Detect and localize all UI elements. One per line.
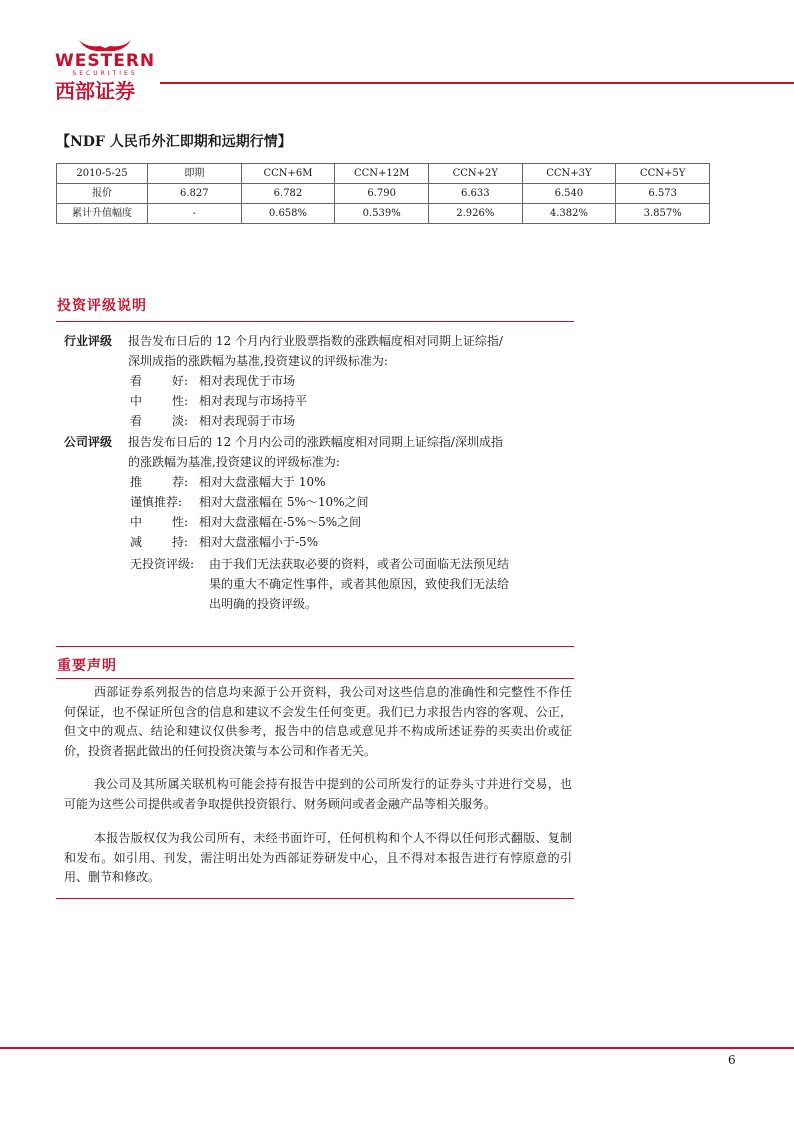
- rating-value: 相对表现与市场持平: [199, 394, 308, 408]
- company-rating-desc: 报告发布日后的 12 个月内公司的涨跌幅度相对同期上证综指/深圳成指: [128, 435, 503, 449]
- company-logo: [55, 38, 155, 102]
- table-cell: 3.857%: [616, 204, 710, 224]
- industry-rating-desc: 深圳成指的涨跌幅为基准,投资建议的评级标准为:: [128, 354, 388, 368]
- footer-divider: [0, 1047, 794, 1049]
- disclaimer-section-title: 重要声明: [57, 658, 117, 674]
- rating-key: 中: [130, 515, 143, 529]
- company-rating-label: 公司评级: [64, 435, 113, 449]
- rating-value: 相对大盘涨幅大于 10%: [199, 475, 326, 489]
- table-header-cell: CCN+5Y: [616, 164, 710, 184]
- table-header-cell: 即期: [148, 164, 242, 184]
- section-divider: [56, 646, 574, 647]
- company-rating-desc: 的涨跌幅为基准,投资建议的评级标准为:: [128, 455, 340, 469]
- header-divider: [160, 82, 794, 84]
- rating-section-title: 投资评级说明: [57, 298, 147, 314]
- rating-key: 性:: [172, 394, 189, 408]
- table-header-cell: 2010-5-25: [57, 164, 148, 184]
- table-cell: 累计升值幅度: [57, 204, 148, 224]
- table-cell: 0.658%: [241, 204, 335, 224]
- table-cell: -: [148, 204, 242, 224]
- table-cell: 6.782: [241, 184, 335, 204]
- disclaimer-paragraph: 西部证券系列报告的信息均来源于公开资料，我公司对这些信息的准确性和完整性不作任何保证，也不保证所包含的信息和建议不会发生任何变更。我们已力求报告内容的客观、公正，但文中的观点、结论和建议仅供参考，报告中的信息或意见并不构成所述证券的买卖出价或征价，投资者据此做出的任何投资决策与本公司和作者无关。: [64, 685, 572, 758]
- rating-value: 相对表现弱于市场: [199, 414, 296, 428]
- table-cell: 6.540: [522, 184, 616, 204]
- table-header-cell: CCN+3Y: [522, 164, 616, 184]
- rating-section-divider: [56, 321, 574, 322]
- no-rating-desc: 由于我们无法获取必要的资料，或者公司面临无法预见结: [209, 557, 510, 571]
- logo-subtitle: SECURITIES: [72, 70, 138, 77]
- disclaimer-paragraph: 本报告版权仅为我公司所有，未经书面许可，任何机构和个人不得以任何形式翻版、复制和发布。如引用、刊发，需注明出处为西部证券研发中心，且不得对本报告进行有悖原意的引用、删节和修改。: [64, 831, 572, 884]
- rating-value: 相对大盘涨幅在 5%～10%之间: [199, 495, 369, 509]
- no-rating-label: 无投资评级:: [130, 557, 195, 571]
- rating-key: 看: [130, 374, 143, 388]
- rating-key: 谨慎推荐:: [130, 495, 183, 509]
- disclaimer-section-divider: [56, 678, 574, 679]
- table-cell: 6.633: [428, 184, 522, 204]
- table-header-cell: CCN+12M: [335, 164, 429, 184]
- rating-key: 荐:: [172, 475, 189, 489]
- industry-rating-desc: 报告发布日后的 12 个月内行业股票指数的涨跌幅度相对同期上证综指/: [128, 334, 503, 348]
- table-row: [57, 204, 710, 224]
- logo-chinese-name: 西部证券: [55, 79, 135, 103]
- rating-value: 相对表现优于市场: [199, 374, 296, 388]
- no-rating-desc: 果的重大不确定性事件，或者其他原因，致使我们无法给: [209, 577, 510, 591]
- rating-key: 淡:: [172, 414, 189, 428]
- table-cell: 6.790: [335, 184, 429, 204]
- table-cell: 报价: [57, 184, 148, 204]
- table-cell: 4.382%: [522, 204, 616, 224]
- page-number: 6: [728, 1053, 736, 1067]
- ndf-quote-table: [56, 163, 710, 224]
- table-cell: 2.926%: [428, 204, 522, 224]
- table-header-cell: CCN+2Y: [428, 164, 522, 184]
- table-header-cell: CCN+6M: [241, 164, 335, 184]
- rating-key: 推: [130, 475, 143, 489]
- table-header-row: [57, 164, 710, 184]
- rating-key: 中: [130, 394, 143, 408]
- no-rating-desc: 出明确的投资评级。: [209, 597, 318, 611]
- table-cell: 6.573: [616, 184, 710, 204]
- table-cell: 6.827: [148, 184, 242, 204]
- rating-value: 相对大盘涨幅小于-5%: [199, 535, 319, 549]
- section-divider: [56, 898, 574, 899]
- rating-key: 减: [130, 535, 143, 549]
- rating-key: 持:: [172, 535, 189, 549]
- rating-value: 相对大盘涨幅在-5%～5%之间: [199, 515, 362, 529]
- table-cell: 0.539%: [335, 204, 429, 224]
- industry-rating-label: 行业评级: [64, 334, 113, 348]
- rating-key: 好:: [172, 374, 189, 388]
- disclaimer-paragraph: 我公司及其所属关联机构可能会持有报告中提到的公司所发行的证券头寸并进行交易，也可能为这些公司提供或者争取提供投资银行、财务顾问或者金融产品等相关服务。: [64, 777, 572, 811]
- rating-key: 看: [130, 414, 143, 428]
- logo-english-name: WESTERN: [55, 51, 156, 71]
- table-row: [57, 184, 710, 204]
- rating-key: 性:: [172, 515, 189, 529]
- ndf-section-title: 【NDF 人民币外汇即期和远期行情】: [56, 134, 292, 150]
